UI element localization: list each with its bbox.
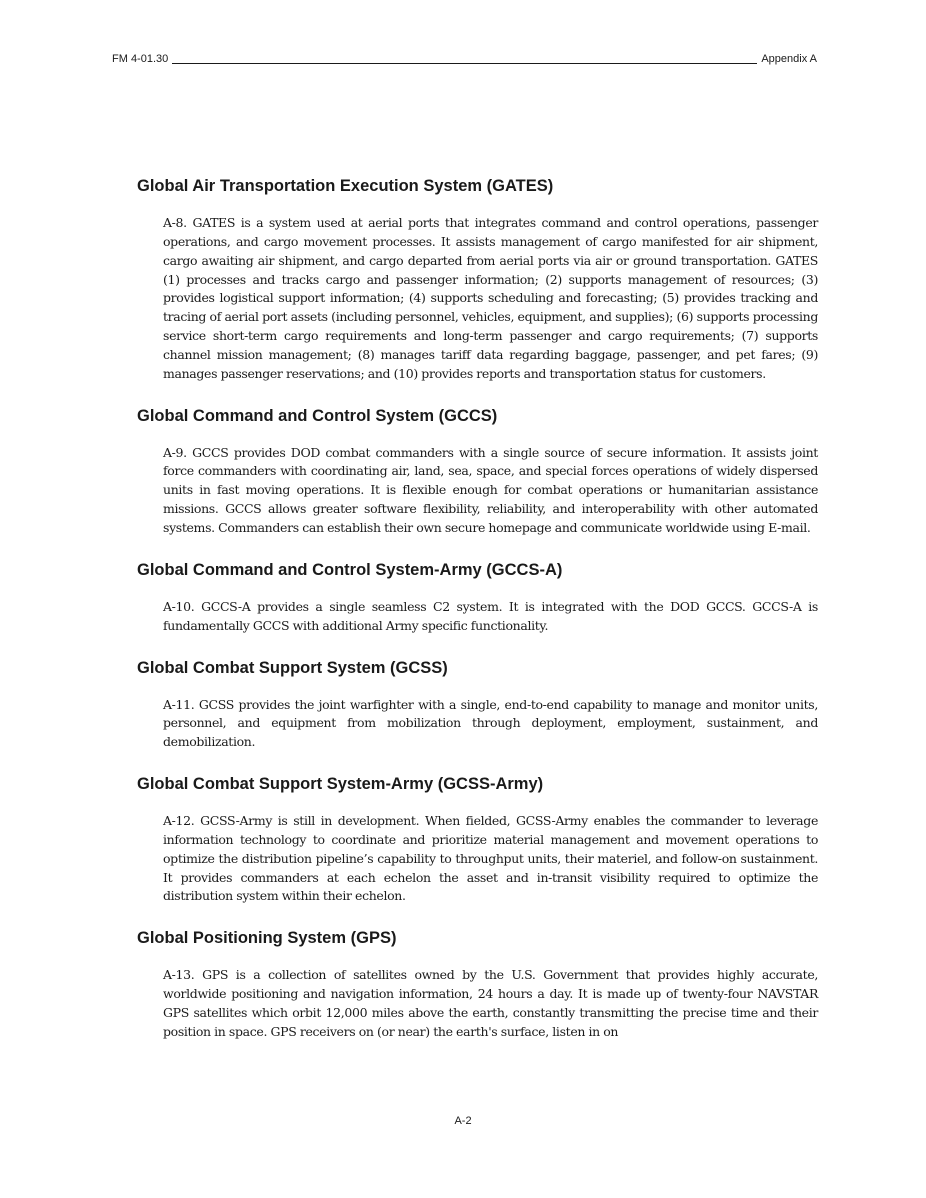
section-gcss — [137, 657, 818, 753]
page-body — [137, 175, 818, 1063]
section-gccs — [137, 405, 818, 538]
section-paragraph: A-9. GCCS provides DOD combat commanders with a single source of secure information. It assists joint force commanders with coordinating air, land, sea, space, and special forces operations of widely dispersed units in fast moving operations. It is flexible enough for combat operations or humanitarian assistance missions. GCCS allows greater software flexibility, reliability, and interoperability with other automated systems. Commanders can establish their own secure homepage and communicate worldwide using E-mail. — [163, 444, 818, 535]
section-paragraph: A-8. GATES is a system used at aerial ports that integrates command and control operations, passenger operations, and cargo movement processes. It assists management of cargo manifested for air shipment, cargo awaiting air shipment, and cargo departed from aerial ports via air or ground transportation. GATES (1) processes and tracks cargo and passenger information; (2) supports management of resources; (3) provides logistical support information; (4) supports scheduling and forecasting; (5) provides tracking and tracing of aerial port assets (including personnel, vehicles, equipment, and supplies); (6) supports processing service short-term cargo requirements and long-term passenger and cargo requirements; (7) supports channel mission management; (8) manages tariff data regarding baggage, passenger, and pet fares; (9) manages passenger reservations; and (10) provides reports and transportation status for customers. — [163, 215, 818, 381]
section-gccs-a — [137, 559, 818, 636]
page-number: A-2 — [454, 1115, 472, 1127]
section-paragraph: A-12. GCSS-Army is still in development. When fielded, GCSS-Army enables the commander to leverage information technology to coordinate and prioritize material management and movement operations to optimize the distribution pipeline’s capability to throughput units, their materiel, and follow-on sustainment. It provides commanders at each echelon the asset and in-transit visibility required to optimize the distribution system within their echelon. — [163, 813, 818, 904]
section-gcss-army — [137, 773, 818, 906]
header-rule — [172, 63, 757, 64]
section-gates — [137, 175, 818, 384]
section-gps — [137, 927, 818, 1041]
section-paragraph: A-10. GCCS-A provides a single seamless C2 system. It is integrated with the DOD GCCS. GCCS-A is fundamentally GCCS with additional Army specific functionality. — [163, 598, 818, 633]
section-paragraph: A-11. GCSS provides the joint warfighter with a single, end-to-end capability to manage and monitor units, personnel, and equipment from mobilization through deployment, employment, sustainment, and demobilization. — [163, 696, 818, 750]
section-heading: Global Command and Control System-Army (GCCS-A) — [137, 560, 563, 579]
section-heading: Global Positioning System (GPS) — [137, 929, 397, 948]
section-paragraph: A-13. GPS is a collection of satellites owned by the U.S. Government that provides highly accurate, worldwide positioning and navigation information, 24 hours a day. It is made up of twenty-four NAVSTAR GPS satellites which orbit 12,000 miles above the earth, constantly transmitting the precise time and their position in space. GPS receivers on (or near) the earth's surface, listen in on — [163, 967, 818, 1039]
section-heading: Global Combat Support System-Army (GCSS-Army) — [137, 775, 544, 794]
section-heading: Global Air Transportation Execution System (GATES) — [137, 177, 554, 195]
section-heading: Global Combat Support System (GCSS) — [137, 658, 448, 677]
header-publication-id: FM 4-01.30 — [112, 53, 169, 65]
running-header — [112, 52, 817, 66]
section-heading: Global Command and Control System (GCCS) — [137, 406, 498, 425]
header-appendix-label: Appendix A — [761, 53, 817, 65]
